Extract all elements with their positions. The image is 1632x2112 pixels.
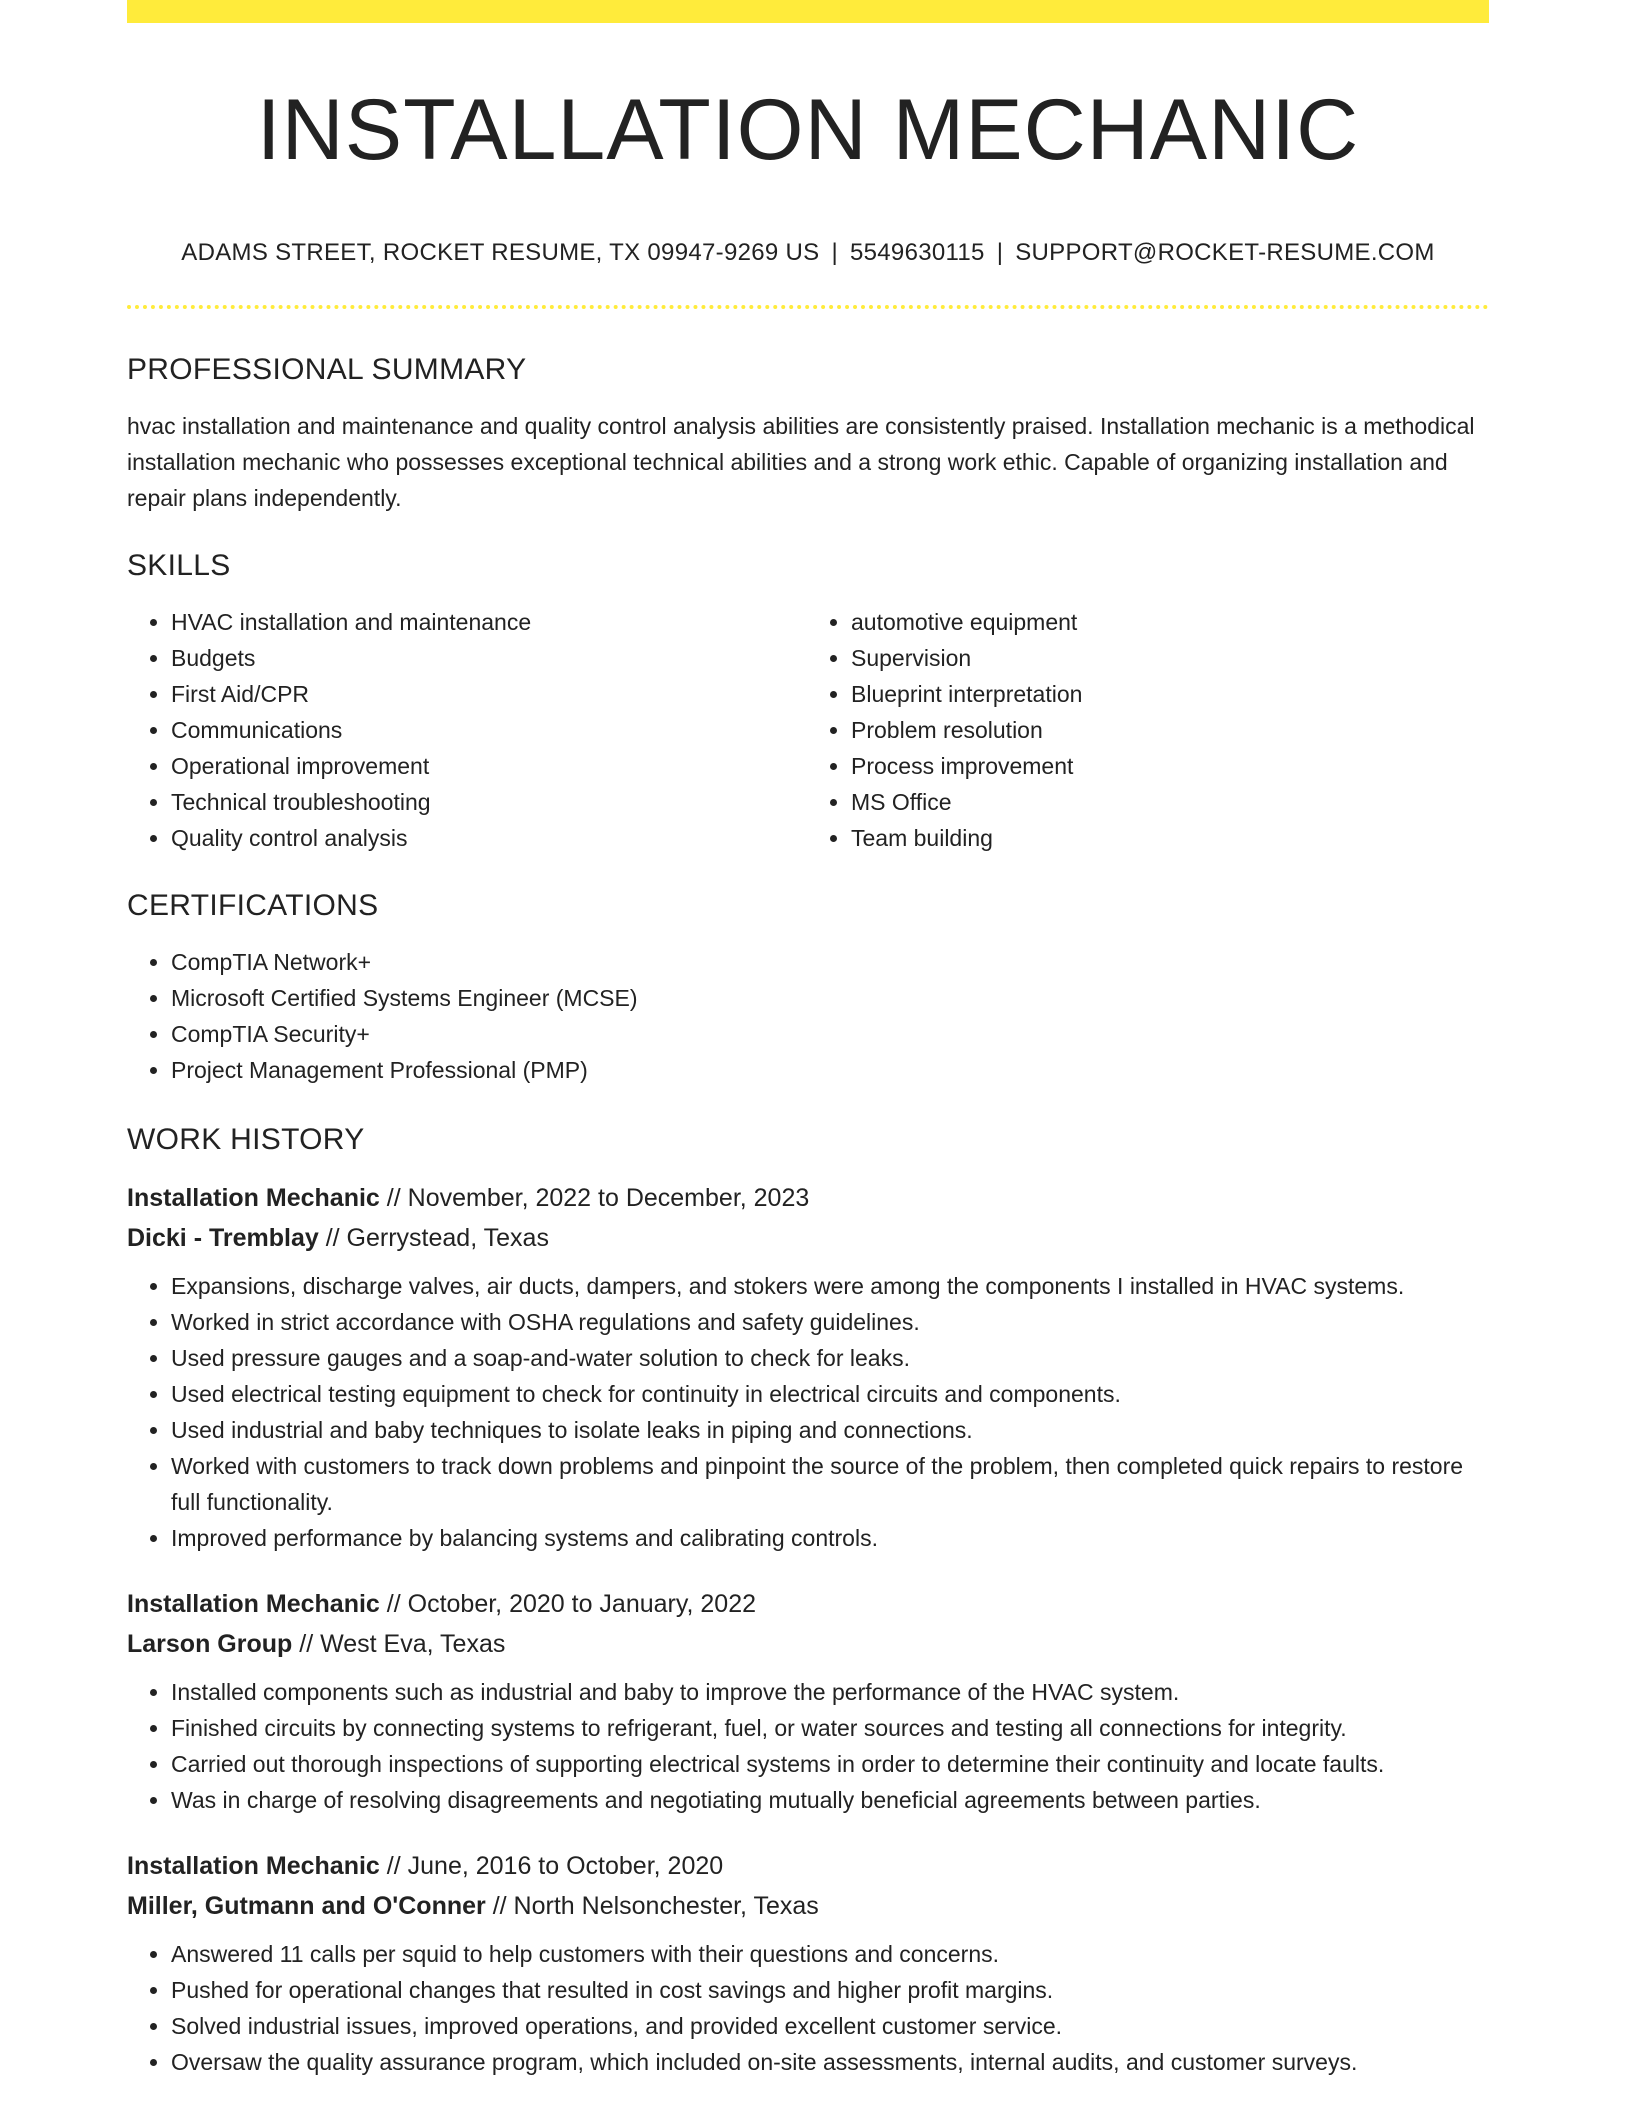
job-entry xyxy=(127,1178,1489,1556)
job-location: // Gerrystead, Texas xyxy=(325,1224,549,1252)
list-item: • Worked with customers to track down problems and pinpoint the source of the problem, then completed quick repairs to restore full functionality. xyxy=(171,1448,1489,1520)
list-item: • Communications xyxy=(171,712,809,748)
list-item: • Finished circuits by connecting systems to refrigerant, fuel, or water sources and testing all connections for integrity. xyxy=(171,1710,1489,1746)
summary-heading: PROFESSIONAL SUMMARY xyxy=(127,353,527,386)
list-item: • Oversaw the quality assurance program, which included on-site assessments, internal audits, and customer surveys. xyxy=(171,2044,1489,2080)
list-item: • Expansions, discharge valves, air ducts, dampers, and stokers were among the components I installed in HVAC systems. xyxy=(171,1268,1489,1304)
summary-text: hvac installation and maintenance and quality control analysis abilities are consistently praised. Installation mechanic is a methodical installation mechanic who possesses exceptional technical abilities and a strong work ethic. Capable of organizing installation and repair plans independently. xyxy=(127,413,1475,511)
job-bullets xyxy=(127,1674,1489,1818)
accent-bar xyxy=(127,0,1489,23)
list-item: • Used industrial and baby techniques to isolate leaks in piping and connections. xyxy=(171,1412,1489,1448)
certifications-heading: CERTIFICATIONS xyxy=(127,889,379,922)
resume-content xyxy=(127,350,1489,2108)
job-location: // North Nelsonchester, Texas xyxy=(492,1892,819,1920)
list-item: • Answered 11 calls per squid to help customers with their questions and concerns. xyxy=(171,1936,1489,1972)
list-item: • Improved performance by balancing systems and calibrating controls. xyxy=(171,1520,1489,1556)
job-company-line xyxy=(127,1624,1489,1664)
job-title-line xyxy=(127,1178,1489,1218)
job-bullets xyxy=(127,1268,1489,1556)
list-item: • Operational improvement xyxy=(171,748,809,784)
contact-phone: 5549630115 xyxy=(849,239,985,266)
list-item: • Used electrical testing equipment to check for continuity in electrical circuits and components. xyxy=(171,1376,1489,1412)
job-title: Installation Mechanic xyxy=(127,1852,380,1880)
skills-columns xyxy=(127,604,1489,856)
job-entry xyxy=(127,1846,1489,2080)
job-entry xyxy=(127,1584,1489,1818)
job-bullets xyxy=(127,1936,1489,2080)
job-dates: // November, 2022 to December, 2023 xyxy=(386,1184,810,1212)
job-company-line xyxy=(127,1886,1489,1926)
job-company: Larson Group xyxy=(127,1630,293,1658)
list-item: • Installed components such as industrial and baby to improve the performance of the HVAC system. xyxy=(171,1674,1489,1710)
job-dates: // June, 2016 to October, 2020 xyxy=(386,1852,724,1880)
job-location: // West Eva, Texas xyxy=(299,1630,506,1658)
contact-separator: | xyxy=(996,239,1004,266)
list-item: • MS Office xyxy=(851,784,1489,820)
job-company: Dicki - Tremblay xyxy=(127,1224,319,1252)
contact-line xyxy=(127,236,1489,270)
contact-email: SUPPORT@ROCKET-RESUME.COM xyxy=(1015,239,1435,266)
list-item: • Quality control analysis xyxy=(171,820,809,856)
list-item: • Project Management Professional (PMP) xyxy=(171,1052,1489,1088)
list-item: • Supervision xyxy=(851,640,1489,676)
list-item: • Microsoft Certified Systems Engineer (MCSE) xyxy=(171,980,1489,1016)
list-item: • Carried out thorough inspections of supporting electrical systems in order to determine their continuity and locate faults. xyxy=(171,1746,1489,1782)
list-item: • Problem resolution xyxy=(851,712,1489,748)
dotted-divider xyxy=(127,305,1489,309)
work-history-heading: WORK HISTORY xyxy=(127,1123,365,1156)
contact-address: ADAMS STREET, ROCKET RESUME, TX 09947-9269 US xyxy=(181,239,820,266)
list-item: • Budgets xyxy=(171,640,809,676)
job-title: Installation Mechanic xyxy=(127,1590,380,1618)
skills-list-left xyxy=(127,604,809,856)
job-title-line xyxy=(127,1846,1489,1886)
job-title-line xyxy=(127,1584,1489,1624)
certifications-list xyxy=(127,944,1489,1088)
list-item: • Pushed for operational changes that resulted in cost savings and higher profit margins. xyxy=(171,1972,1489,2008)
job-dates: // October, 2020 to January, 2022 xyxy=(386,1590,757,1618)
list-item: • First Aid/CPR xyxy=(171,676,809,712)
list-item: • HVAC installation and maintenance xyxy=(171,604,809,640)
job-company-line xyxy=(127,1218,1489,1258)
list-item: • automotive equipment xyxy=(851,604,1489,640)
list-item: • Process improvement xyxy=(851,748,1489,784)
contact-separator: | xyxy=(831,239,838,266)
work-history-list xyxy=(127,1178,1489,2080)
job-company: Miller, Gutmann and O'Conner xyxy=(127,1892,486,1920)
list-item: • Was in charge of resolving disagreements and negotiating mutually beneficial agreements between parties. xyxy=(171,1782,1489,1818)
skills-heading: SKILLS xyxy=(127,549,231,582)
list-item: • CompTIA Network+ xyxy=(171,944,1489,980)
resume-name: INSTALLATION MECHANIC xyxy=(256,82,1360,178)
skills-list-right xyxy=(809,604,1489,856)
list-item: • Team building xyxy=(851,820,1489,856)
list-item: • Technical troubleshooting xyxy=(171,784,809,820)
list-item: • Solved industrial issues, improved operations, and provided excellent customer service. xyxy=(171,2008,1489,2044)
list-item: • Worked in strict accordance with OSHA regulations and safety guidelines. xyxy=(171,1304,1489,1340)
job-title: Installation Mechanic xyxy=(127,1184,380,1212)
list-item: • Used pressure gauges and a soap-and-water solution to check for leaks. xyxy=(171,1340,1489,1376)
list-item: • CompTIA Security+ xyxy=(171,1016,1489,1052)
list-item: • Blueprint interpretation xyxy=(851,676,1489,712)
